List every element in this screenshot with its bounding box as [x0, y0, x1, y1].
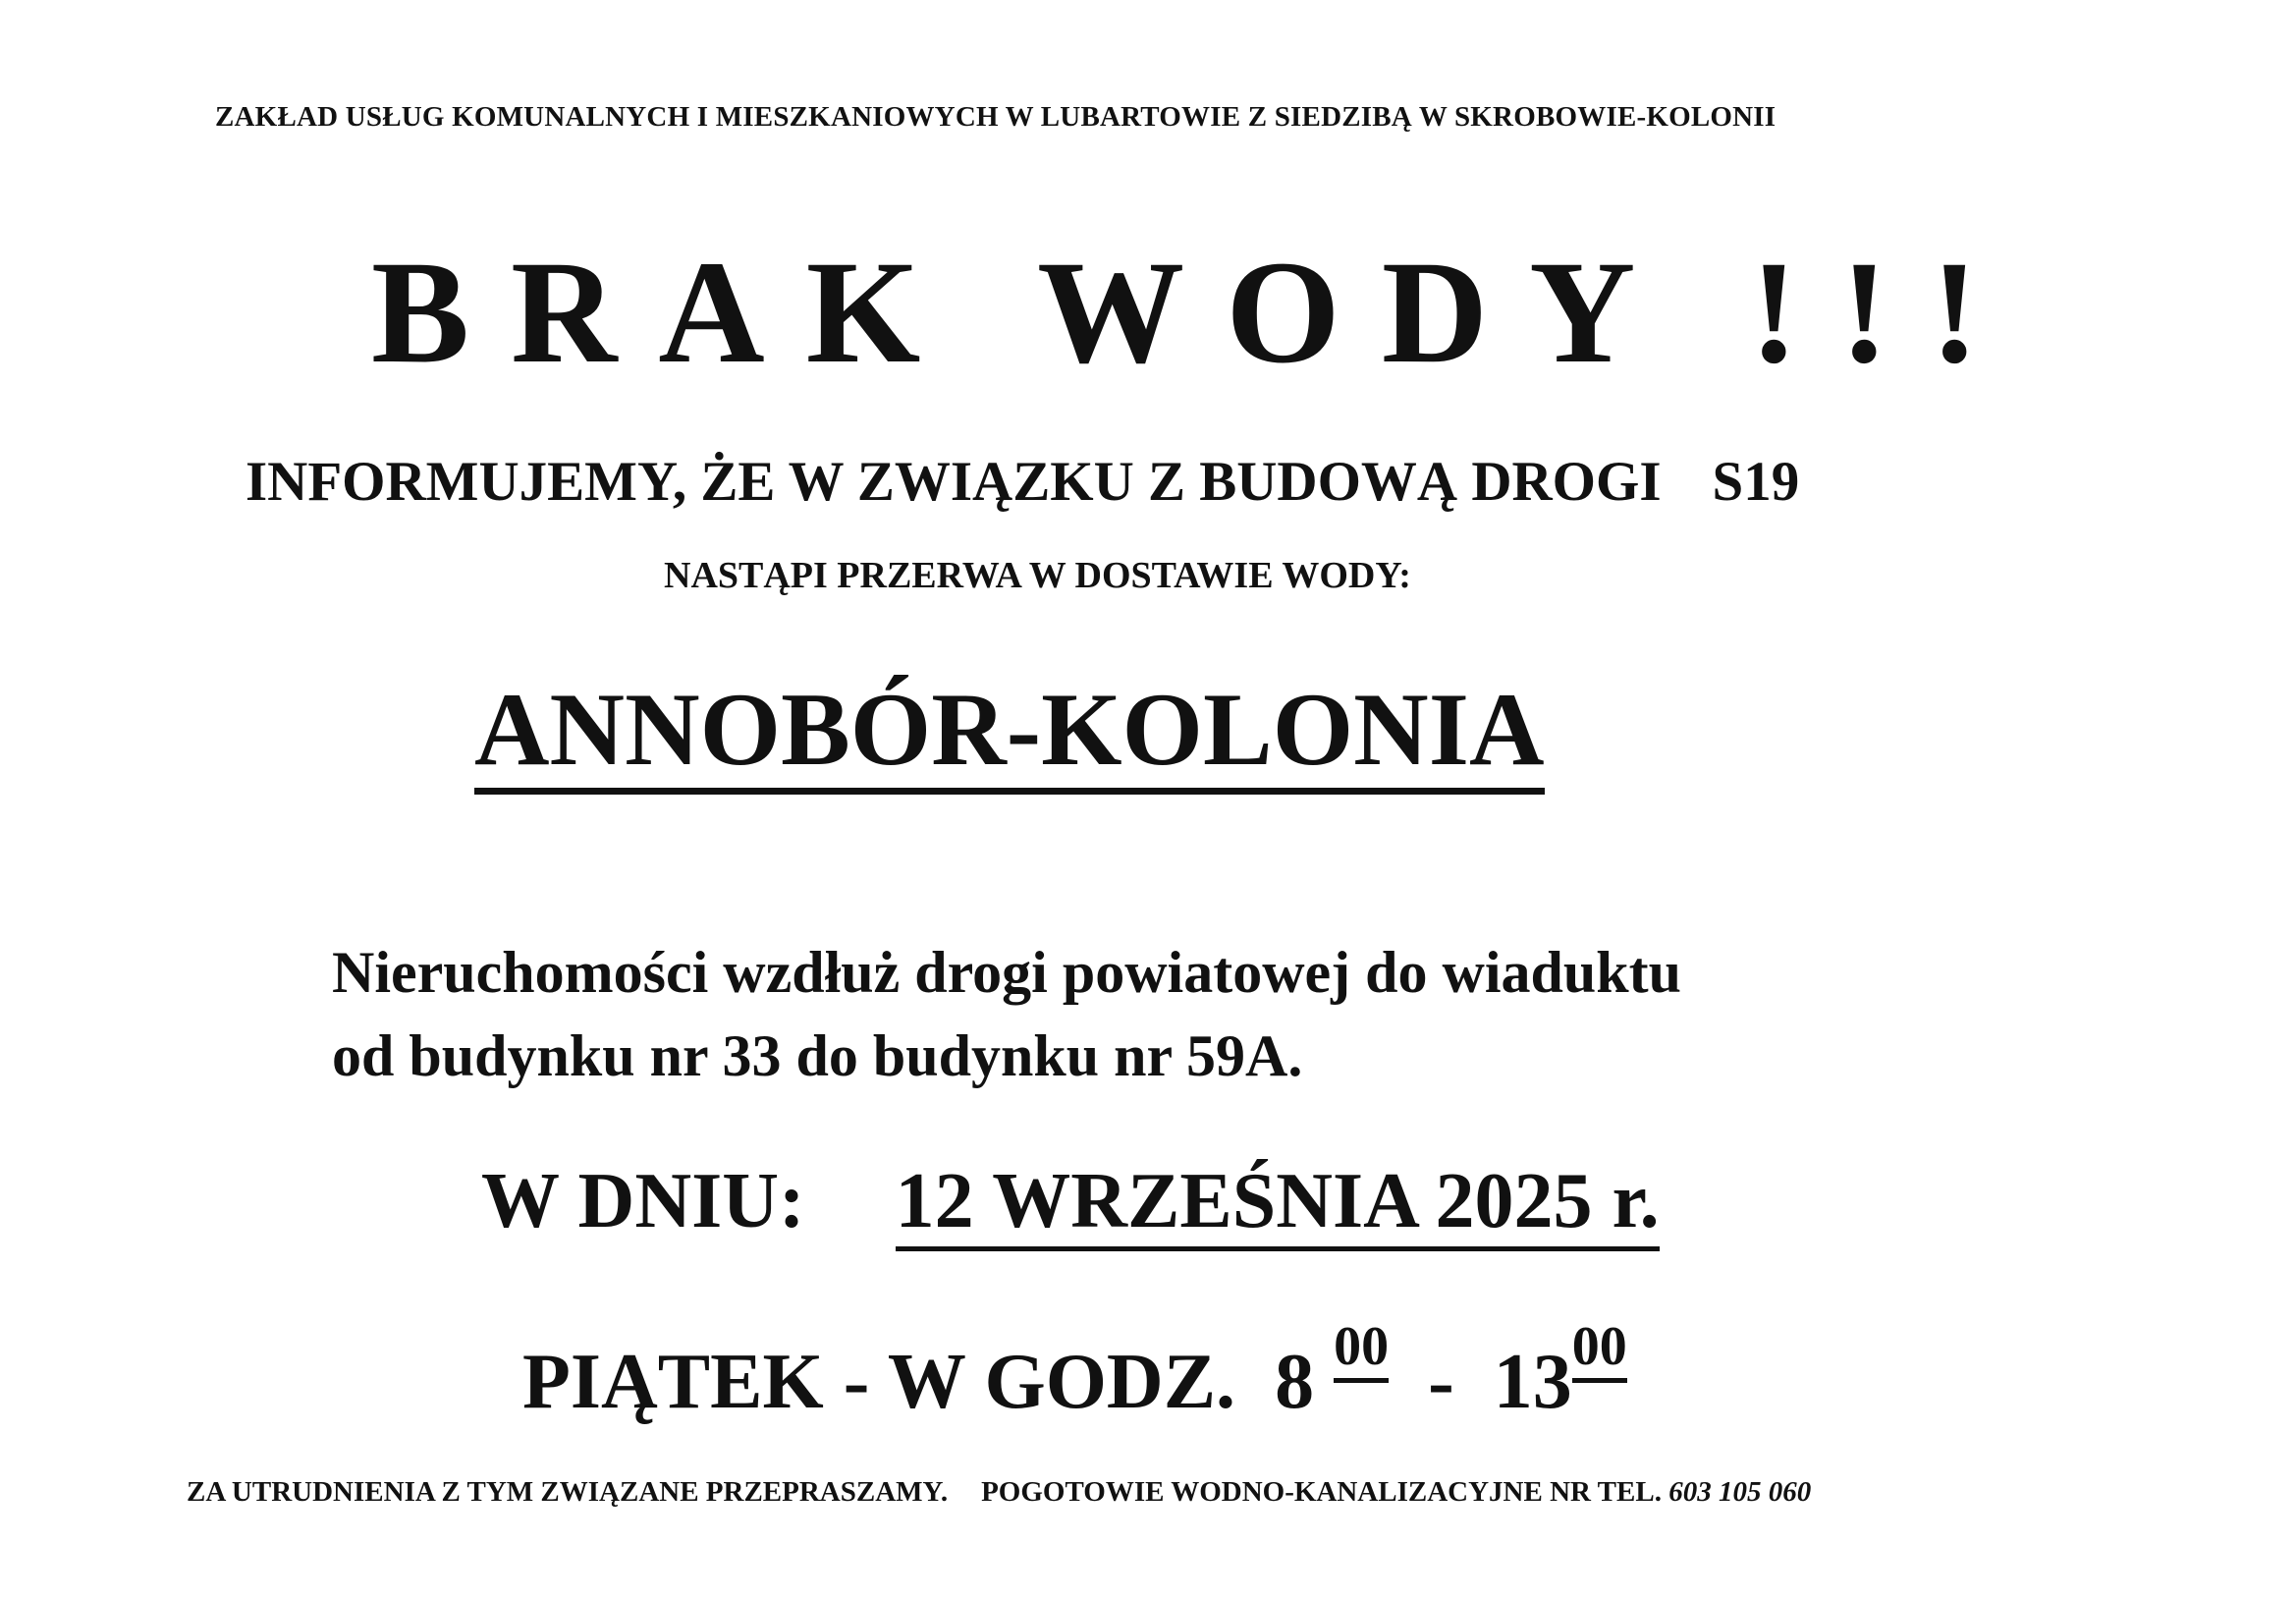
time-separator: -: [1428, 1339, 1454, 1425]
place-name: ANNOBÓR-KOLONIA: [474, 678, 1545, 795]
road-number: S19: [1712, 451, 1800, 513]
notice-title: BRAK WODY !!!: [371, 231, 2021, 394]
start-hour: 8: [1275, 1339, 1315, 1425]
organization-header: ZAKŁAD USŁUG KOMUNALNYCH I MIESZKANIOWYCH W LUBARTOWIE Z SIEDZIBĄ W SKROBOWIE-KOLONII: [215, 101, 1777, 133]
footer: [187, 1478, 1811, 1507]
description-line-2: od budynku nr 33 do budynku nr 59A.: [332, 1023, 1303, 1088]
info-line: [246, 451, 1800, 513]
emergency-label: POGOTOWIE WODNO-KANALIZACYJNE NR TEL.: [981, 1476, 1662, 1508]
time-line: [522, 1316, 1627, 1425]
date-value: 12 WRZEŚNIA 2025 r.: [896, 1162, 1660, 1251]
description-line-1: Nieruchomości wzdłuż drogi powiatowej do wiaduktu: [332, 940, 1681, 1005]
apology-text: ZA UTRUDNIENIA Z TYM ZWIĄZANE PRZEPRASZAMY.: [187, 1476, 949, 1508]
end-minutes: 00: [1572, 1319, 1627, 1383]
end-hour: 13: [1493, 1339, 1572, 1425]
date-label: W DNIU:: [481, 1158, 805, 1244]
start-minutes: 00: [1334, 1319, 1389, 1383]
emergency-phone: 603 105 060: [1668, 1476, 1812, 1508]
interruption-notice: NASTĄPI PRZERWA W DOSTAWIE WODY:: [664, 555, 1411, 596]
date-line: [481, 1158, 1660, 1251]
info-text: INFORMUJEMY, ŻE W ZWIĄZKU Z BUDOWĄ DROGI: [246, 451, 1662, 513]
day-and-hours-label: PIĄTEK - W GODZ.: [522, 1339, 1236, 1425]
